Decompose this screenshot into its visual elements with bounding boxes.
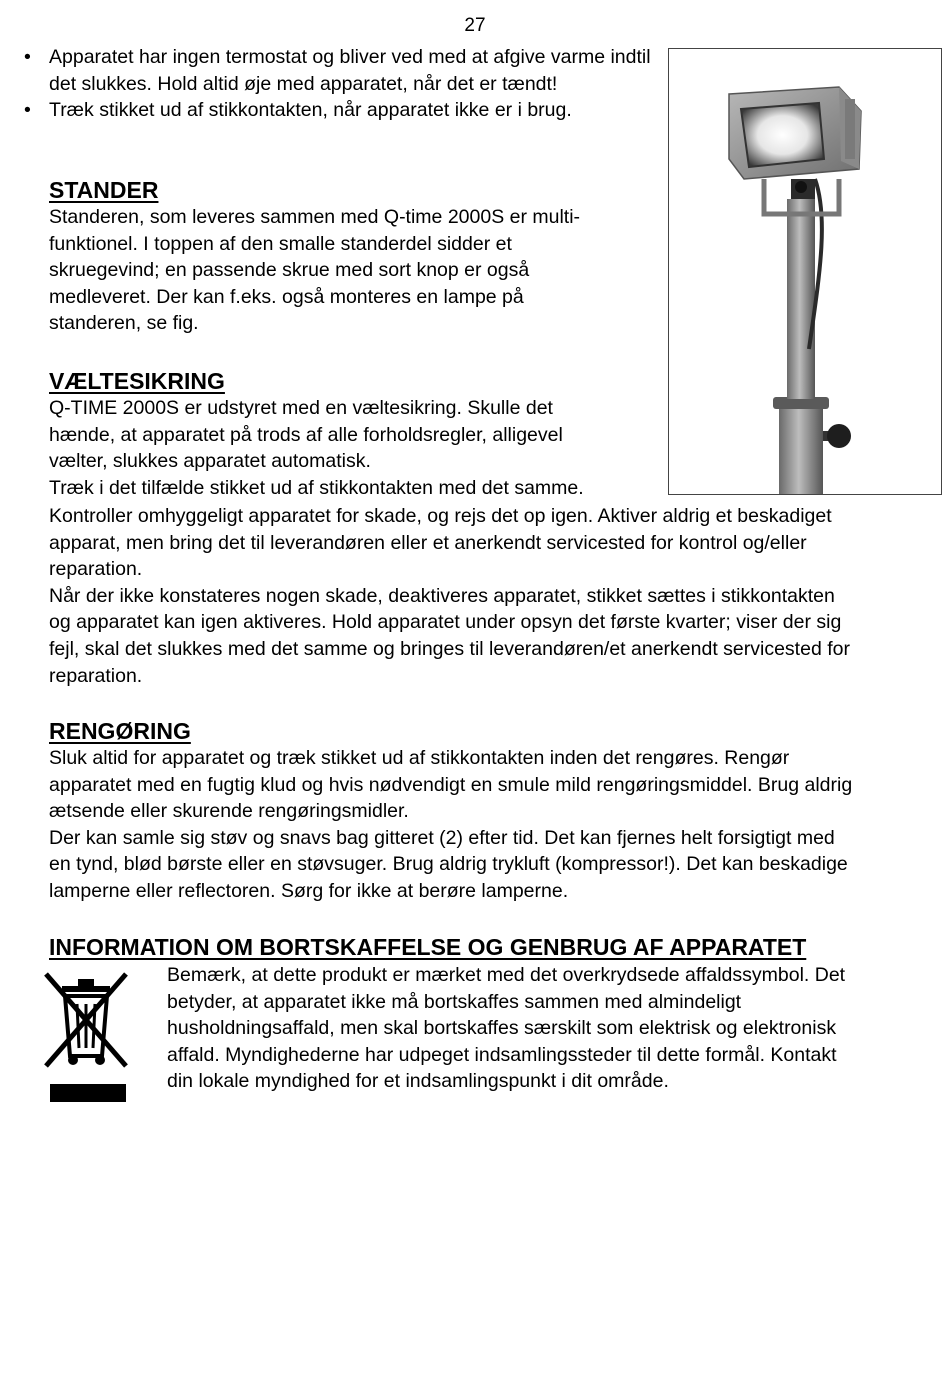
paragraph-line: Q-TIME 2000S er udstyret med en væltesikring. Skulle det [49,397,553,419]
paragraph-line: Træk i det tilfælde stikket ud af stikkontakten med det samme. [49,476,584,499]
bullet-icon: • [24,46,31,68]
list-item [22,44,662,97]
paragraph-line: fejl, skal det slukkes med det samme og bringes til leverandøren/et anerkendt servicested for [49,637,850,660]
rengoring-section [49,717,939,905]
paragraph-line: Bemærk, at dette produkt er mærket med det overkrydsede affaldssymbol. Det [167,964,846,986]
bullet-list [22,44,662,124]
paragraph-line: lamperne eller reflectoren. Sørg for ikke at berøre lamperne. [49,879,569,902]
vaeltesikring-continued [49,503,939,689]
paragraph-line: din lokale myndighed for et indsamlingspunkt i dit område. [167,1070,669,1093]
section-heading-stander: STANDER [49,177,159,203]
bullet-icon: • [24,99,31,122]
paragraph-line: reparation. [49,558,143,581]
paragraph-line: Der kan samle sig støv og snavs bag gitteret (2) efter tid. Det kan fjernes helt forsigtigt med [49,826,835,849]
paragraph-line: funktionel. I toppen af den smalle standerdel sidder et [49,232,512,255]
section-heading-rengoring: RENGØRING [49,718,191,744]
stander-section [49,176,649,337]
bullet-text: Apparatet har ingen termostat og bliver ved med at afgive varme indtil det slukkes. Hold altid øje med apparatet, når det er tændt! [49,46,651,95]
list-item [22,97,662,124]
page-number: 27 [464,15,486,36]
paragraph-line: medleveret. Der kan f.eks. også monteres en lampe på [49,285,524,308]
section-heading-vaeltesikring: VÆLTESIKRING [49,368,225,394]
paragraph-line: Sluk altid for apparatet og træk stikket ud af stikkontakten inden det rengøres. Rengør [49,747,790,769]
paragraph-line: husholdningsaffald, men skal bortskaffes særskilt som elektrisk og elektronisk [167,1017,837,1040]
bullet-text: Træk stikket ud af stikkontakten, når apparatet ikke er i brug. [49,99,572,122]
paragraph-line: standeren, se fig. [49,312,199,335]
floodlight-illustration [669,49,942,495]
paragraph-line: betyder, at apparatet ikke må bortskaffes sammen med almindeligt [167,990,742,1013]
information-text [167,962,927,1095]
paragraph-line: Når der ikke konstateres nogen skade, deaktiveres apparatet, stikket sættes i stikkontakten [49,584,835,607]
paragraph-line: hænde, at apparatet på trods af alle forholdsregler, alligevel [49,423,563,446]
paragraph-line: affald. Myndighederne har udpeget indsamlingssteder til dette formål. Kontakt [167,1043,837,1066]
paragraph-line: skruegevind; en passende skrue med sort knop er også [49,259,530,282]
floodlight-stand-photo [668,48,942,495]
paragraph-line: vælter, slukkes apparatet automatisk. [49,450,371,473]
vaeltesikring-section [49,367,669,501]
paragraph-line: ætsende eller skurende rengøringsmidler. [49,800,409,823]
paragraph-line: apparat, men bring det til leverandøren eller et anerkendt servicested for kontrol og/eller [49,531,807,554]
section-heading-information: INFORMATION OM BORTSKAFFELSE OG GENBRUG AF APPARATET [49,934,807,960]
crossed-out-bin-icon [40,966,132,1106]
information-section [49,933,929,961]
paragraph-line: apparatet med en fugtig klud og hvis nødvendigt en smule mild rengøringsmiddel. Brug aldrig [49,773,853,796]
paragraph-line: Kontroller omhyggeligt apparatet for skade, og rejs det op igen. Aktiver aldrig et beskadiget [49,505,832,527]
paragraph-line: Standeren, som leveres sammen med Q-time 2000S er multi- [49,206,581,228]
paragraph-line: reparation. [49,664,143,687]
paragraph-line: og apparatet kan igen aktiveres. Hold apparatet under opsyn det første kvarter; viser der sig [49,611,842,634]
paragraph-line: en tynd, blød børste eller en støvsuger. Brug aldrig trykluft (kompressor!). Det kan beskadige [49,853,848,876]
